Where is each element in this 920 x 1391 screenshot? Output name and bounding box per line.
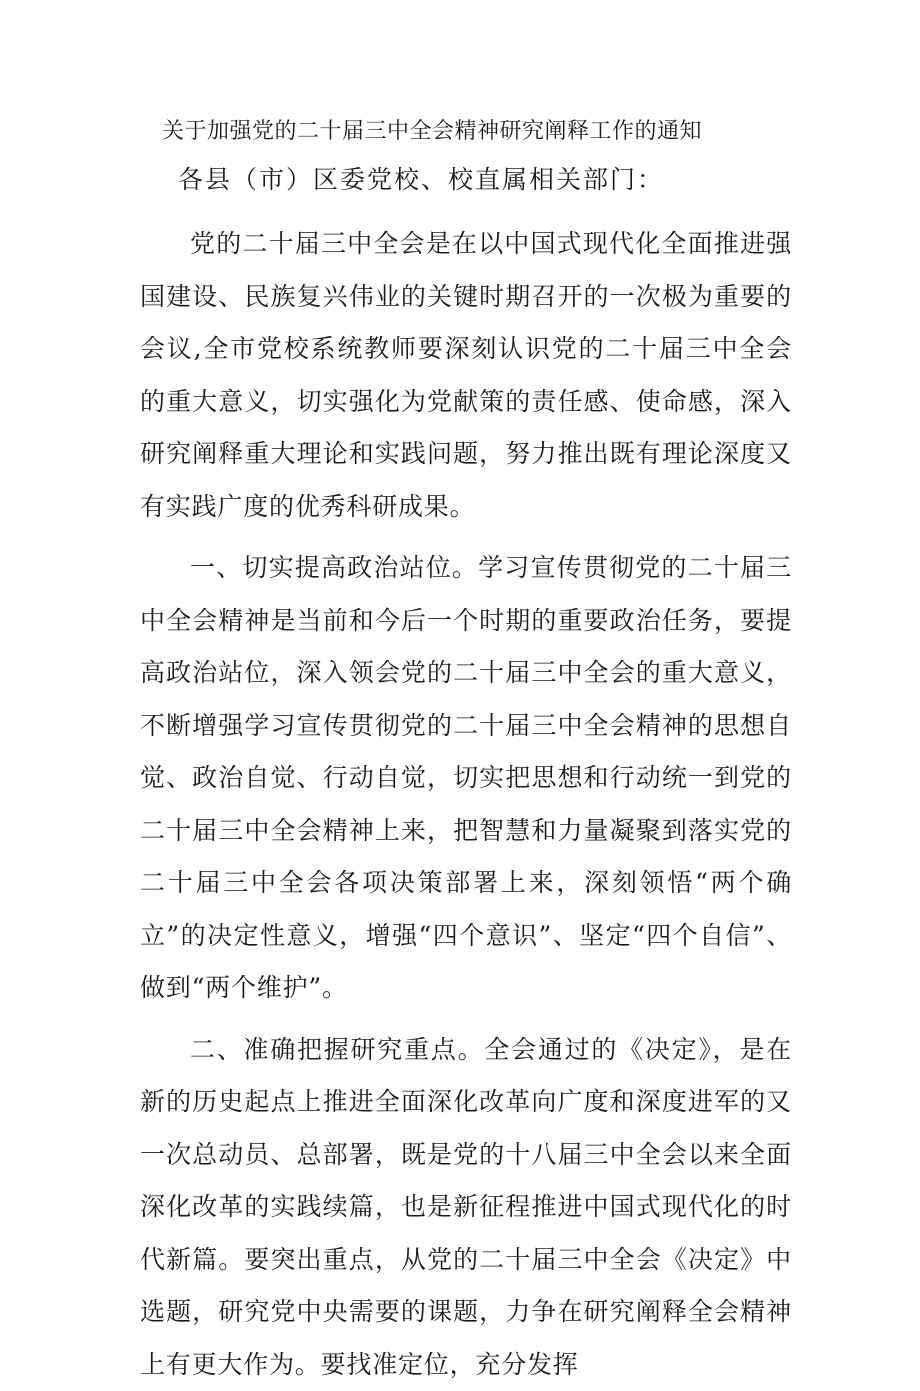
paragraph-section-1: 一、切实提高政治站位。学习宣传贯彻党的二十届三中全会精神是当前和今后一个时期的重要政治任务，要提高政治站位，深入领会党的二十届三中全会的重大意义，不断增强学习宣传贯彻党的二十届三中全会精神的思想自觉、政治自觉、行动自觉，切实把思想和行动统一到党的二十届三中全会精神上来，把智慧和力量凝聚到落实党的二十届三中全会各项决策部署上来，深刻领悟“两个确立”的决定性意义，增强“四个意识”、坚定“四个自信”、做到“两个维护”。 (140, 542, 792, 1015)
document-body (140, 218, 792, 1391)
paragraph-section-2: 二、准确把握研究重点。全会通过的《决定》，是在新的历史起点上推进全面深化改革向广度和深度进军的又一次总动员、总部署，既是党的十八届三中全会以来全面深化改革的实践续篇，也是新征程推进中国式现代化的时代新篇。要突出重点，从党的二十届三中全会《决定》中选题，研究党中央需要的课题，力争在研究阐释全会精神上有更大作为。要找准定位，充分发挥 (140, 1024, 792, 1391)
salutation: 各县（市）区委党校、校直属相关部门： (178, 160, 664, 200)
paragraph-intro: 党的二十届三中全会是在以中国式现代化全面推进强国建设、民族复兴伟业的关键时期召开的一次极为重要的会议,全市党校系统教师要深刻认识党的二十届三中全会的重大意义，切实强化为党献策的责任感、使命感，深入研究阐释重大理论和实践问题，努力推出既有理论深度又有实践广度的优秀科研成果。 (140, 218, 792, 533)
document-title: 关于加强党的二十届三中全会精神研究阐释工作的通知 (162, 112, 762, 152)
